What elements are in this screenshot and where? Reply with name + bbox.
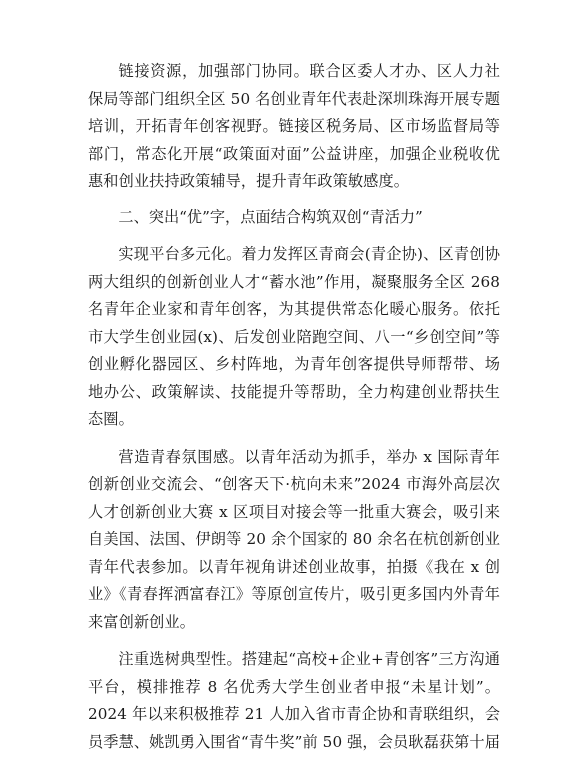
section-heading-two: 二、突出“优”字，点面结合构筑双创“青活力” <box>118 207 423 226</box>
document-page <box>88 58 500 756</box>
paragraph-typical-selection: 注重选树典型性。搭建起“高校+企业+青创客”三方沟通平台，模排推荐 8 名优秀大学生创业者申报“未星计划”。2024 年以来积极推荐 21 人加入省市青企协和青联组织，会员季慧、姚凯勇入围省“青牛奖”前 50 强，会员耿磊获第十届 <box>88 650 501 751</box>
paragraph-youth-atmosphere: 营造青春氛围感。以青年活动为抓手，举办 x 国际青年创新创业交流会、“创客天下·杭向未来”2024 市海外高层次人才创新创业大赛 x 区项目对接会等一批重大赛会，吸引来自美国、法国、伊朗等 20 余个国家的 80 余名在杭创新创业青年代表参加。以青年视角讲述创业故事，拍摄《我在 x 创业》《青春挥洒富春江》等原创宣传片，吸引更多国内外青年来富创新创业。 <box>88 447 500 631</box>
paragraph-resource-linking: 链接资源，加强部门协同。联合区委人才办、区人力社保局等部门组织全区 50 名创业青年代表赴深圳珠海开展专题培训，开拓青年创客视野。链接区税务局、区市场监督局等部门，常态化开展“政策面对面”公益讲座，加强企业税收优惠和创业扶持政策辅导，提升青年政策敏感度。 <box>88 62 500 190</box>
paragraph-platform-diversification: 实现平台多元化。着力发挥区青商会(青企协)、区青创协两大组织的创新创业人才“蓄水池”作用，凝聚服务全区 268 名青年企业家和青年创客，为其提供常态化暖心服务。依托市大学生创业园(x)、后发创业陪跑空间、八一“乡创空间”等创业孵化器园区、乡村阵地，为青年创客提供导师帮带、场地办公、政策解读、技能提升等帮助，全力构建创业帮扶生态圈。 <box>88 245 500 428</box>
